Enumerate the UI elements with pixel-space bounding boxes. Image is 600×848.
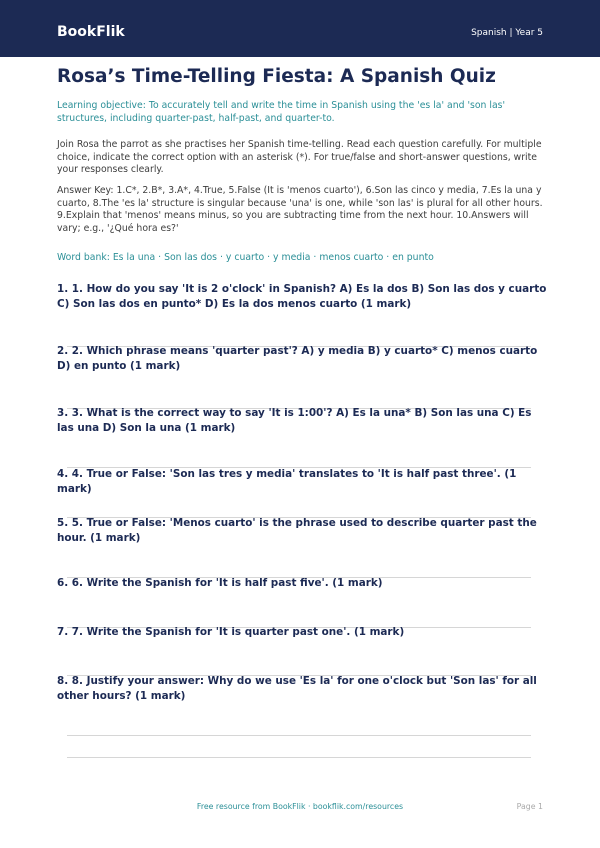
answer-line	[67, 735, 531, 736]
page-header	[0, 0, 600, 57]
answer-line	[67, 757, 531, 758]
question-5: 5. 5. True or False: 'Menos cuarto' is the phrase used to describe quarter past the hour. (1 mark)	[57, 517, 537, 544]
question-3: 3. 3. What is the correct way to say 'It is 1:00'? A) Es la una* B) Son las una C) Es las una D) Son la una (1 mark)	[57, 407, 532, 434]
question-4: 4. 4. True or False: 'Son las tres y media' translates to 'It is half past three'. (1 mark)	[57, 468, 517, 495]
answer-key: Answer Key: 1.C*, 2.B*, 3.A*, 4.True, 5.False (It is 'menos cuarto'), 6.Son las cinco y media, 7.Es la una y cuarto, 8.The 'es la' structure is singular because 'una' is one, while 'son las' is plural for all other hours. 9.Explain that 'menos' means minus, so you are subtracting time from the next hour. 10.Answers will vary; e.g., '¿Qué hora es?'	[57, 185, 543, 234]
brand-logo-text: BookFlik	[57, 24, 125, 40]
question-7: 7. 7. Write the Spanish for 'It is quarter past one'. (1 mark)	[57, 626, 405, 638]
question-1: 1. 1. How do you say 'It is 2 o'clock' in Spanish? A) Es la dos B) Son las dos y cuarto C) Son las dos en punto* D) Es la dos menos cuarto (1 mark)	[57, 283, 547, 310]
instructions: Join Rosa the parrot as she practises her Spanish time-telling. Read each question carefully. For multiple choice, indicate the correct option with an asterisk (*). For true/false and short-answer questions, write your responses clearly.	[57, 139, 542, 175]
question-6: 6. 6. Write the Spanish for 'It is half past five'. (1 mark)	[57, 577, 383, 589]
question-8: 8. 8. Justify your answer: Why do we use 'Es la' for one o'clock but 'Son las' for all other hours? (1 mark)	[57, 675, 537, 702]
word-bank: Word bank: Es la una · Son las dos · y cuarto · y media · menos cuarto · en punto	[57, 252, 434, 263]
page-number: Page 1	[516, 802, 543, 811]
page-title: Rosa’s Time-Telling Fiesta: A Spanish Quiz	[57, 66, 496, 87]
question-2: 2. 2. Which phrase means 'quarter past'? A) y media B) y cuarto* C) menos cuarto D) en punto (1 mark)	[57, 345, 538, 372]
subject-year-label: Spanish | Year 5	[471, 28, 543, 38]
footer-credit: Free resource from BookFlik · bookflik.com/resources	[196, 802, 404, 811]
learning-objective: Learning objective: To accurately tell and write the time in Spanish using the 'es la' and 'son las' structures, including quarter-past, half-past, and quarter-to.	[57, 100, 506, 124]
